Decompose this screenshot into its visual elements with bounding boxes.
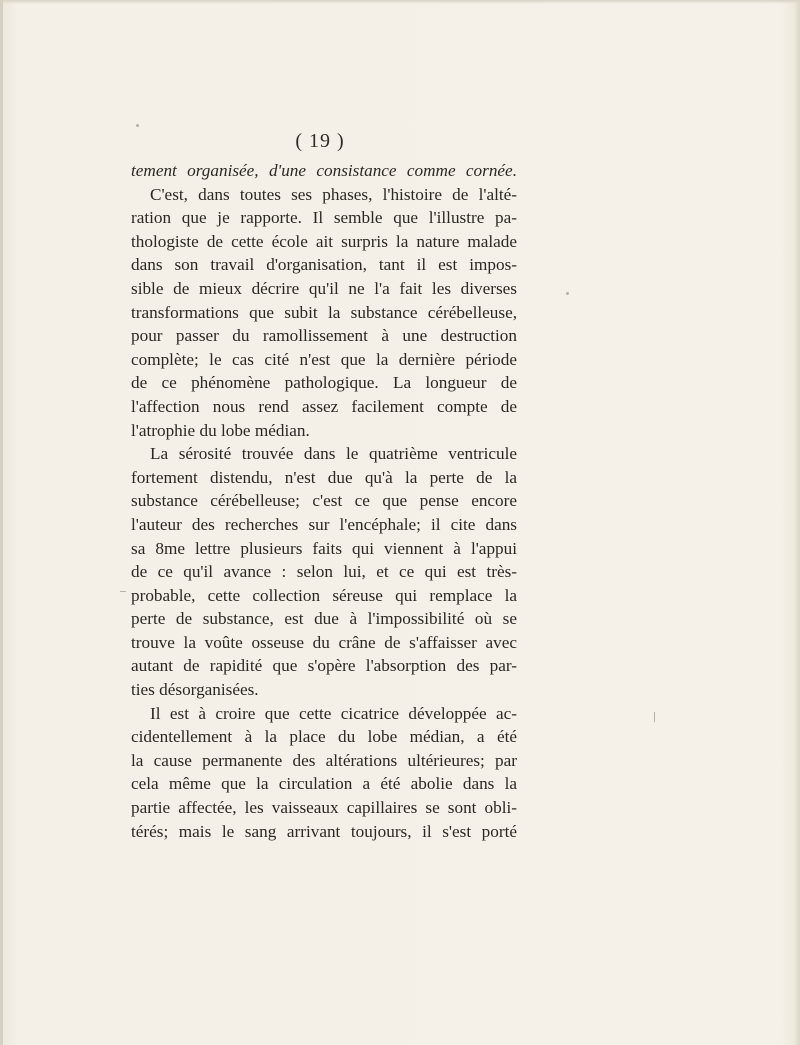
text-line: cidentellement à la place du lobe médian, a été — [131, 727, 517, 747]
text-line: tement organisée, d'une consistance comme cornée. — [131, 161, 517, 180]
text-line: ties désorganisées. — [131, 680, 259, 700]
text-line: ration que je rapporte. Il semble que l'illustre pa- — [131, 208, 517, 228]
text-line: de ce phénomène pathologique. La longueur de — [131, 373, 517, 393]
page-number: ( 19 ) — [295, 130, 345, 152]
ink-speck — [120, 591, 126, 592]
text-line: de ce qu'il avance : selon lui, et ce qui est très- — [131, 562, 517, 582]
page-left-edge — [0, 0, 3, 1045]
text-line: térés; mais le sang arrivant toujours, il s'est porté — [131, 821, 517, 841]
text-line: fortement distendu, n'est due qu'à la perte de la — [131, 467, 517, 487]
page-top-edge — [0, 0, 800, 4]
body-text — [131, 159, 517, 843]
page-right-edge — [794, 0, 800, 1045]
text-line: partie affectée, les vaisseaux capillaires se sont obli- — [131, 798, 517, 818]
ink-speck — [654, 712, 655, 722]
text-line: perte de substance, est due à l'impossibilité où se — [131, 609, 517, 629]
text-line: Il est à croire que cette cicatrice développée ac- — [150, 703, 517, 723]
text-line: complète; le cas cité n'est que la dernière période — [131, 349, 517, 369]
text-line: La sérosité trouvée dans le quatrième ventricule — [150, 444, 517, 464]
text-line: substance cérébelleuse; c'est ce que pense encore — [131, 491, 517, 511]
text-line: sible de mieux décrire qu'il ne l'a fait les diverses — [131, 278, 517, 298]
text-line: pour passer du ramollissement à une destruction — [131, 326, 517, 346]
text-line: sa 8me lettre plusieurs faits qui viennent à l'appui — [131, 538, 517, 558]
text-line: trouve la voûte osseuse du crâne de s'affaisser avec — [131, 632, 517, 652]
text-line: autant de rapidité que s'opère l'absorption des par- — [131, 656, 517, 676]
text-line: cela même que la circulation a été abolie dans la — [131, 774, 517, 794]
text-line: thologiste de cette école ait surpris la nature malade — [131, 231, 517, 251]
text-line: transformations que subit la substance cérébelleuse, — [131, 302, 517, 322]
ink-speck — [566, 292, 569, 295]
text-line: l'auteur des recherches sur l'encéphale; il cite dans — [131, 514, 517, 534]
text-line: C'est, dans toutes ses phases, l'histoire de l'alté- — [150, 184, 517, 204]
text-line: dans son travail d'organisation, tant il est impos- — [131, 255, 517, 275]
text-line: la cause permanente des altérations ultérieures; par — [131, 750, 517, 770]
text-line: l'affection nous rend assez facilement compte de — [131, 396, 517, 416]
ink-speck — [136, 124, 139, 127]
text-line: probable, cette collection séreuse qui remplace la — [131, 585, 517, 605]
text-line: l'atrophie du lobe médian. — [131, 420, 310, 440]
